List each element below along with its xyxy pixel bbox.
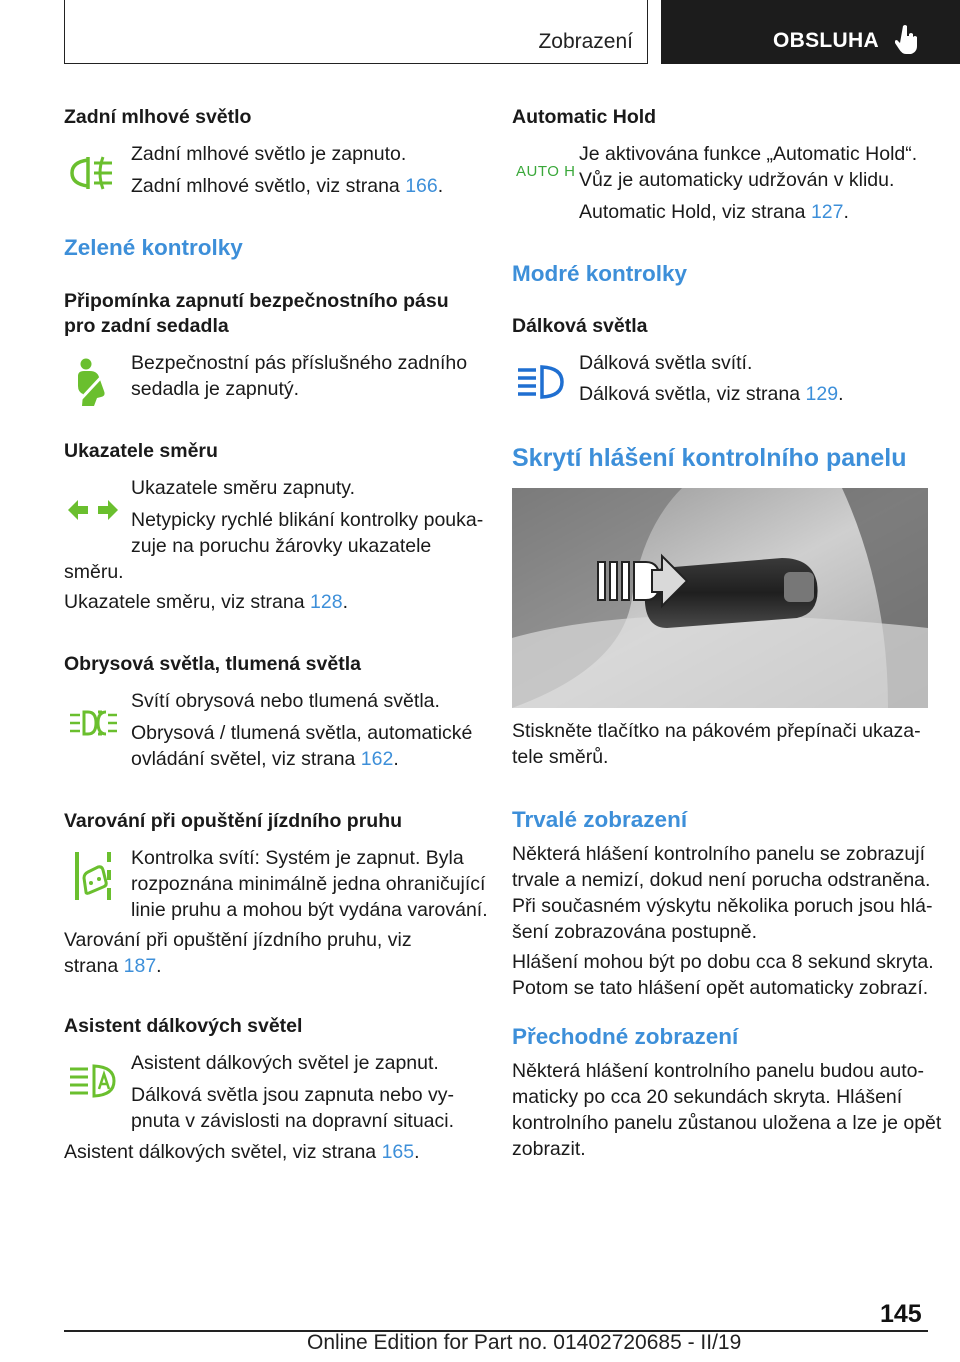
autohold-page-link[interactable]: 127: [810, 201, 844, 223]
high-beam-icon: [516, 365, 566, 399]
autohold-title: Automatic Hold: [512, 106, 657, 128]
highbeam-page-link[interactable]: 129: [805, 383, 839, 405]
permanent-text-5: Hlášení mohou být po dobu cca 8 sekund skryta.: [512, 951, 934, 973]
permanent-text-4: šení zobrazována postupně.: [512, 921, 758, 943]
hand-pointer-icon: [895, 24, 921, 54]
highbeam-text-1: Dálková světla svítí.: [579, 352, 753, 374]
turn-text-3: zuje na poruchu žárovky ukazatele: [131, 535, 432, 557]
turn-text-4: směru.: [64, 561, 124, 583]
hba-text-3: pnuta v závislosti na dopravní situaci.: [131, 1110, 455, 1132]
parking-light-icon: [68, 709, 118, 737]
header-chapter-label: OBSLUHA: [773, 29, 879, 52]
parking-page-link[interactable]: 162: [360, 748, 394, 770]
turn-ref: Ukazatele směru, viz strana 128.: [64, 591, 348, 613]
lane-title: Varování při opuštění jízdního pruhu: [64, 810, 403, 832]
hide-messages-heading: Skrytí hlášení kontrolního panelu: [512, 444, 907, 472]
turn-signal-icon: [68, 498, 118, 522]
rear-fog-ref: Zadní mlhové světlo, viz strana 166.: [131, 175, 444, 197]
hba-ref: Asistent dálkových světel, viz strana 165.: [64, 1141, 420, 1163]
highbeam-title: Dálková světla: [512, 315, 648, 337]
turn-title: Ukazatele směru: [64, 440, 218, 462]
rear-fog-light-icon: [68, 154, 116, 192]
header-section-title: Zobrazení: [538, 30, 633, 53]
parking-title: Obrysová světla, tlumená světla: [64, 653, 361, 675]
autohold-ref: Automatic Hold, viz strana 127.: [579, 201, 849, 223]
permanent-heading: Trvalé zobrazení: [512, 807, 688, 832]
rear-fog-title: Zadní mlhové světlo: [64, 106, 252, 128]
rear-fog-page-link[interactable]: 166: [405, 175, 438, 197]
turn-page-link[interactable]: 128: [310, 591, 343, 613]
hba-title: Asistent dálkových světel: [64, 1015, 303, 1037]
autohold-text-2: Vůz je automaticky udržován v klidu.: [579, 169, 895, 191]
turn-text-2: Netypicky rychlé blikání kontrolky pouka-: [131, 509, 484, 531]
seatbelt-icon: [74, 358, 112, 406]
transient-text-4: zobrazit.: [512, 1138, 586, 1160]
footer-edition: Online Edition for Part no. 01402720685 - II/19: [307, 1331, 742, 1354]
lane-departure-icon: [72, 848, 114, 904]
lane-text-2: rozpoznána minimálně jedna ohraničující: [131, 873, 486, 895]
permanent-text-3: Při současném výskytu několika poruch jsou hlá-: [512, 895, 933, 917]
hba-text-1: Asistent dálkových světel je zapnut.: [131, 1052, 439, 1074]
transient-text-3: kontrolního panelu zůstanou uložena a lze je opět: [512, 1112, 942, 1134]
photo-caption-2: tele směrů.: [512, 746, 609, 768]
parking-ref: ovládání světel, viz strana 162.: [131, 748, 399, 770]
hba-page-link[interactable]: 165: [381, 1141, 415, 1163]
transient-text-1: Některá hlášení kontrolního panelu budou auto-: [512, 1060, 924, 1082]
autohold-text-1: Je aktivována funkce „Automatic Hold“.: [579, 143, 918, 165]
photo-caption-1: Stiskněte tlačítko na pákovém přepínači ukaza-: [512, 720, 921, 742]
turn-text-1: Ukazatele směru zapnuty.: [131, 477, 355, 499]
transient-text-2: maticky po cca 20 sekundách skryta. Hlášení: [512, 1086, 903, 1108]
belt-text-1: Bezpečnostní pás příslušného zadního: [131, 352, 468, 374]
parking-text-1: Svítí obrysová nebo tlumená světla.: [131, 690, 440, 712]
rear-fog-text-1: Zadní mlhové světlo je zapnuto.: [131, 143, 407, 165]
lane-page-link[interactable]: 187: [123, 955, 157, 977]
blue-indicators-heading: Modré kontrolky: [512, 261, 688, 286]
permanent-text-1: Některá hlášení kontrolního panelu se zobrazují: [512, 843, 926, 865]
lane-text-1: Kontrolka svítí: Systém je zapnut. Byla: [131, 847, 464, 869]
high-beam-assistant-icon: [68, 1064, 118, 1098]
permanent-text-6: Potom se tato hlášení opět automaticky zobrazí.: [512, 977, 929, 999]
header-chapter-tab[interactable]: [661, 0, 960, 64]
highbeam-ref: Dálková světla, viz strana 129.: [579, 383, 844, 405]
green-indicators-heading: Zelené kontrolky: [64, 235, 243, 260]
transient-heading: Přechodné zobrazení: [512, 1024, 739, 1049]
page-number: 145: [880, 1300, 922, 1328]
hba-text-2: Dálková světla jsou zapnuta nebo vy-: [131, 1084, 455, 1106]
belt-title-2: pro zadní sedadla: [64, 315, 229, 337]
belt-title-1: Připomínka zapnutí bezpečnostního pásu: [64, 290, 449, 312]
turn-signal-lever-photo: [512, 488, 928, 708]
auto-hold-icon: AUTO H: [516, 163, 576, 180]
parking-text-2: Obrysová / tlumená světla, automatické: [131, 722, 473, 744]
lane-ref-1: Varování při opuštění jízdního pruhu, viz: [64, 929, 412, 951]
lane-ref-2: strana 187.: [64, 955, 162, 977]
belt-text-2: sedadla je zapnutý.: [131, 378, 300, 400]
lane-text-3: linie pruhu a mohou být vydána varování.: [131, 899, 488, 921]
permanent-text-2: trvale a nemizí, dokud není porucha odstraněna.: [512, 869, 931, 891]
header-section-box: [64, 0, 648, 64]
